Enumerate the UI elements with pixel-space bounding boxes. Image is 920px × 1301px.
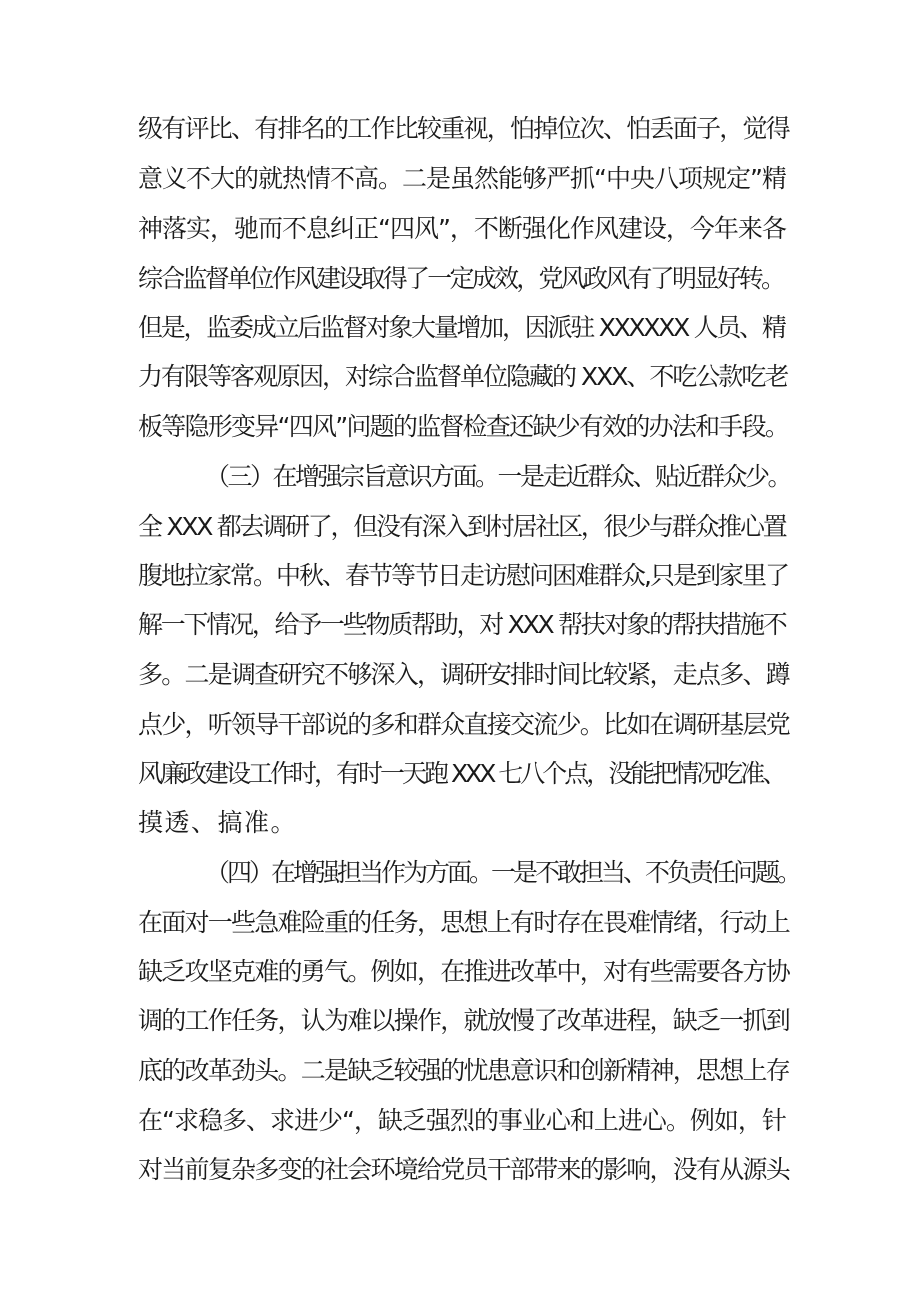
paragraph-line: 全 XXX 都去调研了，但没有深入到村居社区，很少与群众推心置 — [138, 512, 786, 541]
paragraph-line: 板等隐形变异“四风”问题的监督检查还缺少有效的办法和手段。 — [138, 412, 789, 441]
paragraph-line: 神落实，驰而不息纠正“四风”，不断强化作风建设，今年来各 — [138, 214, 786, 243]
paragraph-line: 意义不大的就热情不高。二是虽然能够严抓“中央八项规定”精 — [138, 164, 786, 193]
paragraph-line: 但是，监委成立后监督对象大量增加，因派驻 XXXXXX 人员、精 — [138, 313, 785, 342]
paragraph-line: 底的改革劲头。二是缺乏较强的忧患意识和创新精神，思想上存 — [138, 1056, 790, 1085]
paragraph-line: 风廉政建设工作时，有时一天跑 XXX 七八个点，没能把情况吃准、 — [138, 759, 785, 788]
paragraph-line: 腹地拉家常。中秋、春节等节日走访慰问困难群众,只是到家里了 — [138, 561, 788, 590]
paragraph-line: 点少，听领导干部说的多和群众直接交流少。比如在调研基层党 — [138, 710, 790, 739]
paragraph-line: （四）在增强担当作为方面。一是不敢担当、不负责任问题。 — [205, 858, 800, 887]
paragraph-line: 对当前复杂多变的社会环境给党员干部带来的影响，没有从源头 — [138, 1155, 790, 1184]
paragraph-line: 在“求稳多、求进少“，缺乏强烈的事业心和上进心。例如，针 — [138, 1106, 786, 1135]
paragraph-line: 摸透、搞准。 — [138, 808, 298, 837]
paragraph-line: 调的工作任务，认为难以操作，就放慢了改革进程，缺乏一抓到 — [138, 1006, 790, 1035]
paragraph-line: 在面对一些急难险重的任务，思想上有时存在畏难情绪，行动上 — [138, 908, 790, 937]
paragraph-line: 解一下情况，给予一些物质帮助，对 XXX 帮扶对象的帮扶措施不 — [138, 610, 786, 639]
paragraph-line: （三）在增强宗旨意识方面。一是走近群众、贴近群众少。 — [205, 462, 791, 491]
paragraph-line: 力有限等客观原因，对综合监督单位隐藏的 XXX、不吃公款吃老 — [138, 362, 788, 391]
paragraph-line: 综合监督单位作风建设取得了一定成效，党风政风有了明显好转。 — [138, 264, 784, 293]
paragraph-line: 多。二是调查研究不够深入，调研安排时间比较紧，走点多、蹲 — [138, 660, 790, 689]
paragraph-line: 级有评比、有排名的工作比较重视，怕掉位次、怕丢面子，觉得 — [138, 114, 790, 143]
paragraph-line: 缺乏攻坚克难的勇气。例如，在推进改革中，对有些需要各方协 — [138, 957, 790, 986]
